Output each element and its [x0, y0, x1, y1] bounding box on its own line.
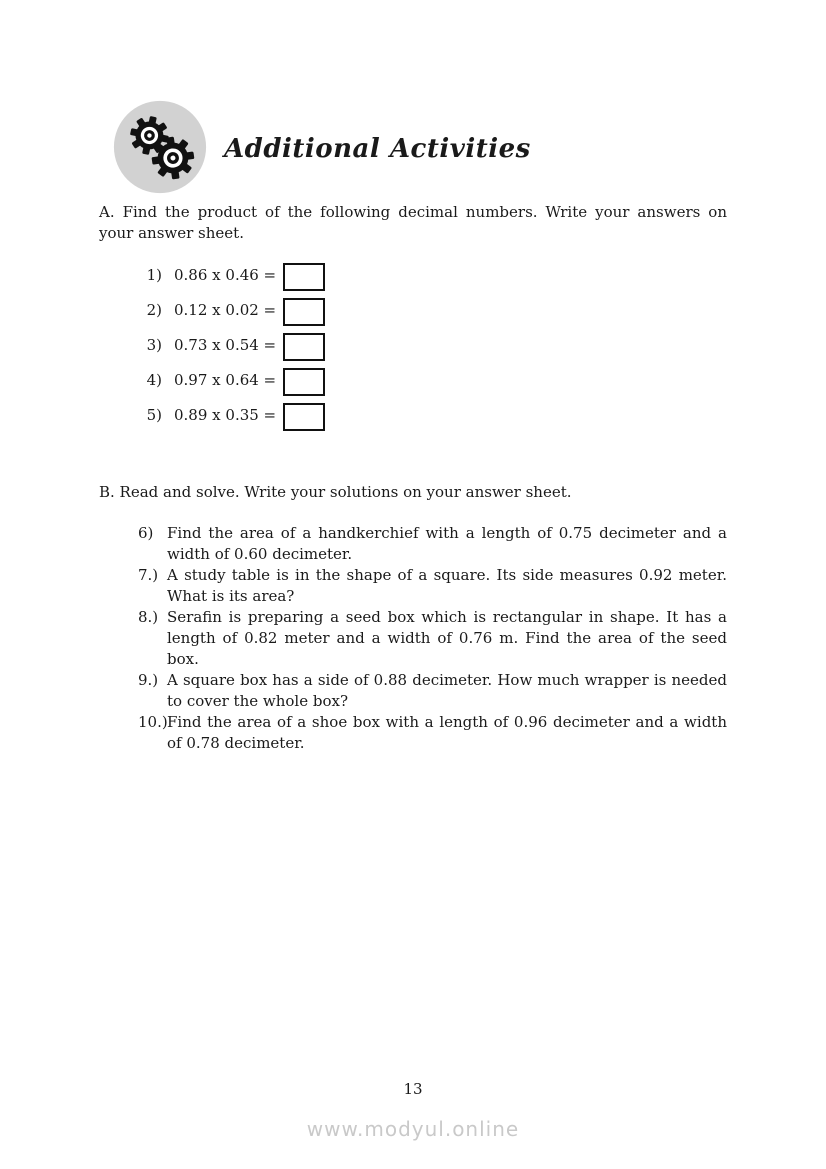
problem-number: 1): [146, 265, 162, 284]
answer-box-2[interactable]: [283, 298, 325, 326]
problem-number: 10.): [138, 713, 168, 731]
problem-row-1: [132, 257, 826, 292]
word-problem-8: [138, 607, 727, 670]
problem-number: 6): [138, 524, 154, 542]
answer-box-3[interactable]: [283, 333, 325, 361]
problem-row-3: [132, 327, 826, 362]
problem-expression: 0.97 x 0.64 =: [174, 370, 277, 389]
problem-number: 2): [146, 300, 162, 319]
word-problem-7: [138, 565, 727, 607]
problem-text: Serafin is preparing a seed box which is rectangular in shape. It has a length of 0.82 meter and a width of 0.76 m. Find the area of the seed box.: [167, 608, 727, 668]
answer-box-4[interactable]: [283, 368, 325, 396]
problem-number: 7.): [138, 566, 159, 584]
problem-expression: 0.12 x 0.02 =: [174, 300, 277, 319]
header: [112, 99, 826, 195]
answer-box-5[interactable]: [283, 403, 325, 431]
problem-number: 3): [146, 335, 162, 354]
problem-text: Find the area of a shoe box with a length of 0.96 decimeter and a width of 0.78 decimeter.: [167, 713, 727, 752]
page-title: Additional Activities: [224, 134, 531, 164]
section-b-intro: B. Read and solve. Write your solutions on your answer sheet.: [99, 483, 572, 501]
watermark: www.modyul.online: [306, 1117, 520, 1141]
problem-expression: 0.86 x 0.46 =: [174, 265, 277, 284]
word-problem-6: [138, 523, 727, 565]
answer-box-1[interactable]: [283, 263, 325, 291]
word-problem-10: [138, 712, 727, 754]
problem-number: 8.): [138, 608, 159, 626]
problem-text: A square box has a side of 0.88 decimeter. How much wrapper is needed to cover the whole box?: [167, 671, 727, 710]
gears-icon: [112, 99, 208, 195]
section-a-intro: A. Find the product of the following decimal numbers. Write your answers on your answer sheet.: [99, 203, 727, 242]
problem-row-2: [132, 292, 826, 327]
section-a-problem-list: [132, 257, 826, 432]
section-b-problem-list: [138, 523, 727, 754]
problem-text: A study table is in the shape of a square. Its side measures 0.92 meter. What is its area?: [167, 566, 727, 605]
problem-number: 5): [146, 405, 162, 424]
problem-row-4: [132, 362, 826, 397]
page-number: 13: [403, 1080, 423, 1098]
word-problem-9: [138, 670, 727, 712]
problem-number: 9.): [138, 671, 159, 689]
problem-expression: 0.89 x 0.35 =: [174, 405, 277, 424]
problem-number: 4): [146, 370, 162, 389]
problem-expression: 0.73 x 0.54 =: [174, 335, 277, 354]
problem-text: Find the area of a handkerchief with a length of 0.75 decimeter and a width of 0.60 decimeter.: [167, 524, 727, 563]
problem-row-5: [132, 397, 826, 432]
